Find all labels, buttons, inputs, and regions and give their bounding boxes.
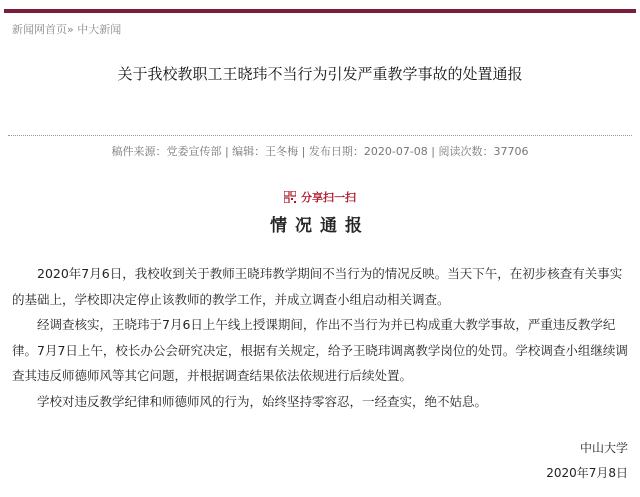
paragraph: 经调查核实，王晓玮于7月6日上午线上授课期间，作出不当行为并已构成重大教学事故，严重违反教学纪律。7月7日上午，校长办公会研究决定，根据有关规定，给予王晓玮调离教学岗位的处罚。学校调查小组继续调查其违反师德师风等其它问题，并根据调查结果依法依规进行后续处置。 [12,317,628,383]
article-meta: 稿件来源：党委宣传部 | 编辑：王冬梅 | 发布日期：2020-07-08 | 阅读次数：37706 [111,145,529,158]
signature: 中山大学 [579,441,628,455]
breadcrumb [12,21,121,37]
divider [8,135,632,136]
breadcrumb-section-link[interactable]: 中大新闻 [77,23,122,36]
paragraph: 2020年7月6日，我校收到关于教师王晓玮教学期间不当行为的情况反映。当天下午，在初步核查有关事实的基础上，学校即决定停止该教师的教学工作，并成立调查小组启动相关调查。 [12,266,623,307]
qr-code-icon [284,191,296,203]
share-button[interactable] [0,189,640,205]
article-body [12,261,630,414]
paragraph: 学校对违反教学纪律和师德师风的行为，始终坚持零容忍，一经查实，绝不姑息。 [37,393,488,409]
notice-heading: 情况通报 [270,216,370,236]
top-bar [4,9,636,13]
breadcrumb-home-link[interactable]: 新闻网首页 [12,23,67,36]
signature-block [546,436,628,486]
signature-date: 2020年7月8日 [546,466,628,480]
article-title: 关于我校教职工王晓玮不当行为引发严重教学事故的处置通报 [117,65,523,83]
share-label: 分享扫一扫 [301,191,356,204]
breadcrumb-separator: » [67,23,74,36]
